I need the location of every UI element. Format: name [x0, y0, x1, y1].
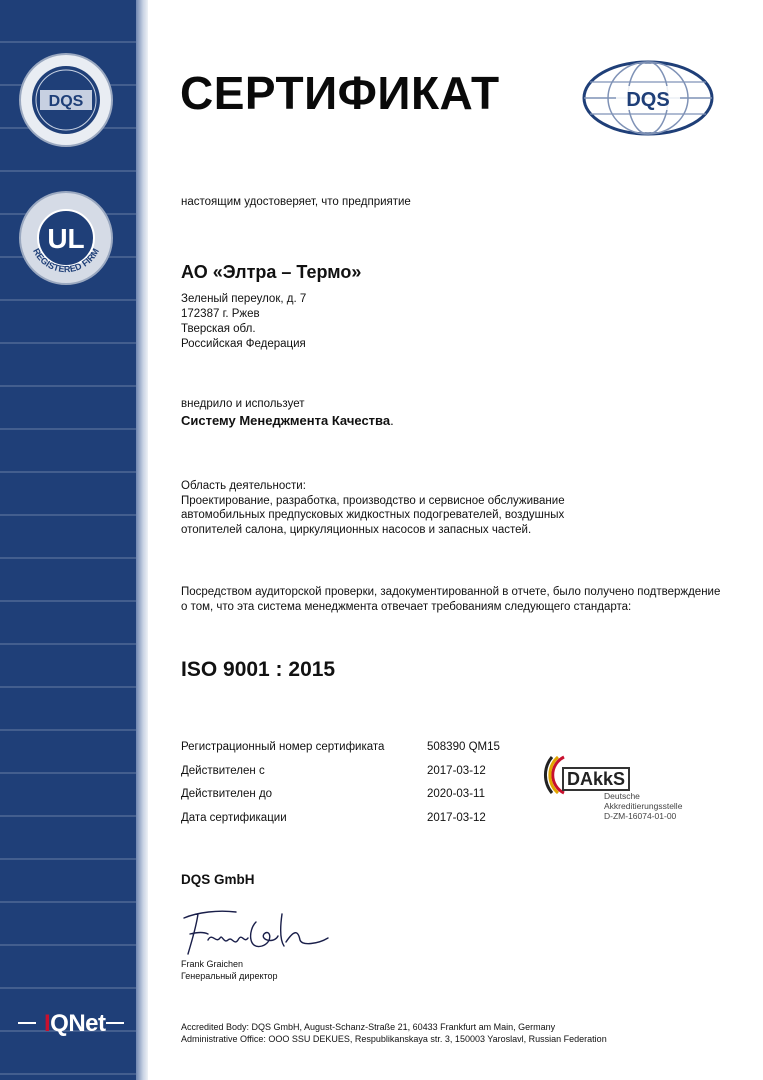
band-edge-gradient	[136, 0, 148, 1080]
iqnet-member-badge	[14, 1000, 124, 1044]
dakks-name: DAkkS	[562, 767, 630, 791]
dqs-globe-logo-icon	[582, 60, 714, 136]
address-line: Тверская обл.	[181, 323, 256, 335]
dakks-accreditation-mark	[542, 745, 702, 825]
scope-line: отопителей салона, циркуляционных насосов и запасных частей.	[181, 523, 532, 536]
management-system-name	[181, 413, 394, 428]
iqnet-bar-right	[106, 1022, 124, 1024]
certificate-title: СЕРТИФИКАТ	[180, 67, 500, 119]
svg-text:DQS: DQS	[626, 89, 670, 111]
iqnet-logo-text: IQNet	[44, 1010, 106, 1037]
dakks-line-1: Deutsche	[604, 791, 640, 801]
address-line: Зеленый переулок, д. 7	[181, 293, 307, 305]
iqnet-bar-left	[18, 1022, 36, 1024]
detail-value: 2017-03-12	[427, 811, 486, 824]
intro-text: настоящим удостоверяет, что предприятие	[181, 196, 411, 208]
address-line: 172387 г. Ржев	[181, 308, 260, 320]
signer-position: Генеральный директор	[181, 971, 278, 981]
scope-label: Область деятельности:	[181, 480, 306, 492]
left-blue-band	[0, 0, 136, 1080]
footer-addresses	[181, 1021, 607, 1045]
detail-value: 508390 QM15	[427, 741, 500, 753]
footer-accredited-body: Accredited Body: DQS GmbH, August-Schanz-Straße 21, 60433 Frankfurt am Main, Germany	[181, 1022, 556, 1032]
issuer-name: DQS GmbH	[181, 872, 255, 887]
detail-value: 2017-03-12	[427, 764, 486, 777]
scope-line: Проектирование, разработка, производство и сервисное обслуживание	[181, 494, 565, 507]
detail-label: Действителен с	[181, 764, 265, 777]
detail-label: Действителен до	[181, 788, 273, 800]
dqs-seal-icon	[18, 52, 114, 148]
dakks-line-3: D-ZM-16074-01-00	[604, 811, 677, 821]
audit-statement: Посредством аудиторской проверки, задокументированной в отчете, было получено подтверждение о том, что эта система менеджмента отвечает требованиям следующего стандарта:	[181, 586, 721, 613]
svg-text:REGISTERED FIRM: REGISTERED FIRM	[31, 246, 101, 275]
scope-section	[181, 479, 565, 537]
detail-label: Регистрационный номер сертификата	[181, 741, 385, 753]
standard-name: ISO 9001 : 2015	[181, 658, 336, 681]
ul-registered-firm-seal-icon	[18, 190, 114, 286]
dakks-line-2: Akkreditierungsstelle	[604, 801, 683, 811]
implemented-text: внедрило и использует	[181, 398, 305, 410]
scope-line: автомобильных предпусковых жидкостных подогревателей, воздушных	[181, 509, 565, 522]
footer-administrative-office: Administrative Office: OOO SSU DEKUES, Respublikanskaya str. 3, 150003 Yaroslavl, Russian Federation	[181, 1034, 607, 1044]
svg-text:DQS: DQS	[48, 93, 84, 110]
detail-value: 2020-03-11	[427, 788, 485, 800]
system-name-dot: .	[390, 413, 394, 428]
signer-block	[181, 958, 278, 982]
svg-text:UL: UL	[47, 223, 85, 254]
address-line: Российская Федерация	[181, 338, 306, 350]
signer-name: Frank Graichen	[181, 959, 244, 969]
handwritten-signature	[178, 900, 338, 962]
company-address	[181, 292, 306, 352]
detail-label: Дата сертификации	[181, 811, 287, 824]
company-name: АО «Элтра – Термо»	[181, 262, 362, 282]
system-name-text: Систему Менеджмента Качества	[181, 413, 391, 428]
